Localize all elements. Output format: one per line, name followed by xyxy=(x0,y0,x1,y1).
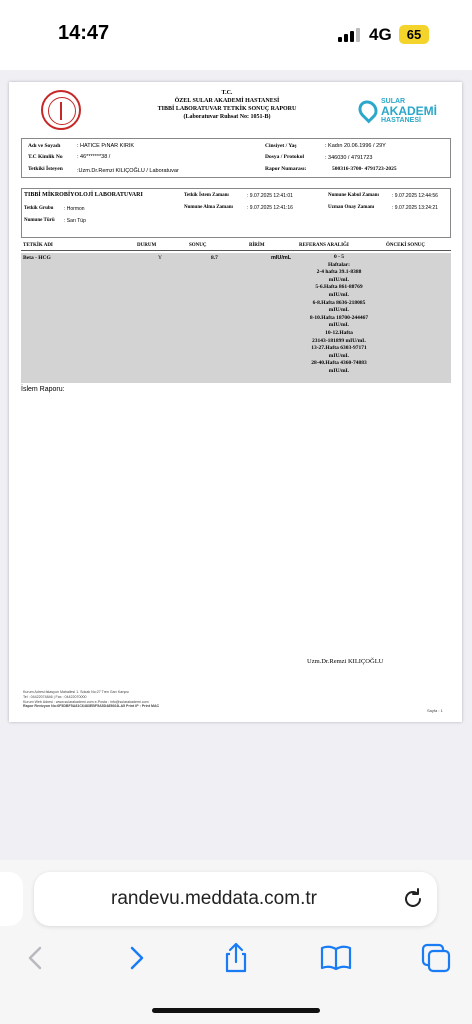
ref-line: mIU/mL xyxy=(328,352,350,359)
result-test-name: Beta - HCG xyxy=(23,255,51,261)
col-status: DURUM xyxy=(137,243,157,248)
signer-name: Uzm.Dr.Remzi KILIÇOĞLU xyxy=(307,658,384,665)
ref-line: 0 - 5 xyxy=(333,254,345,260)
share-icon[interactable] xyxy=(218,940,254,976)
footer-line: Rapor Revizyon No:6F5DBF5A81C6483EBF5A5D485664LA5 Print IP : Print MAC xyxy=(23,704,160,709)
col-previous: ÖNCEKİ SONUÇ xyxy=(386,243,426,248)
ref-line: 13-27.Hafta 6303-97171 xyxy=(311,345,367,352)
sample-time-label: Numune Alma Zamanı xyxy=(184,205,233,210)
hospital-logo xyxy=(359,98,439,122)
tc-number: : 46*******38 / xyxy=(77,154,111,160)
ref-line: 6-8.Hafta 8636-218085 xyxy=(312,299,366,306)
bookmarks-icon[interactable] xyxy=(318,940,354,976)
file-protocol: : 346030 / 4791723 xyxy=(325,155,373,161)
page-number: Sayfa : 1 xyxy=(427,708,443,713)
file-label: Dosya / Protokol xyxy=(265,154,305,160)
water-drop-icon xyxy=(355,97,382,124)
ref-line: 2-4 hafta 39.1-8388 xyxy=(316,269,362,276)
request-time: : 9.07.2025 12:41:01 xyxy=(247,193,293,199)
header-line: ÖZEL SULAR AKADEMİ HASTANESİ xyxy=(174,98,280,104)
accept-time: : 9.07.2025 12:44:56 xyxy=(392,193,438,199)
ref-line: mIU/mL xyxy=(328,276,350,283)
group-label: Tetkik Grubu xyxy=(24,206,54,211)
requester: :Uzm.Dr.Remzi KILIÇOĞLU / Laboratuvar xyxy=(77,168,179,174)
sample-type: : Sarı Tüp xyxy=(64,218,86,224)
sample-time: : 9.07.2025 12:41:16 xyxy=(247,205,293,211)
footer-line: Kurum Adresi:İstasyon Mahallesi 1. Sokak No:27 Tren Garı Karşısı xyxy=(23,690,130,694)
network-type: 4G xyxy=(369,25,392,44)
patient-info-box xyxy=(21,138,451,178)
ref-line: 8-10.Hafta 18700-244467 xyxy=(309,314,369,321)
patient-name: : HATICE PıNAR KIRIK xyxy=(77,143,135,149)
lab-info-box xyxy=(21,188,451,238)
ref-line: mIU/mL xyxy=(328,307,350,314)
result-unit: mIU/mL xyxy=(271,255,292,261)
divider xyxy=(21,250,451,251)
gender-age: : Kadın 20.06.1996 / 29Y xyxy=(325,143,386,149)
reload-icon[interactable] xyxy=(400,886,426,912)
ref-line: mIU/mL xyxy=(328,322,350,329)
tc-label: T.C Kimlik No xyxy=(28,154,63,160)
ref-line: mIU/mL xyxy=(328,367,350,374)
name-label: Adı ve Soyadı xyxy=(28,143,61,149)
forward-icon[interactable] xyxy=(118,940,154,976)
back-icon[interactable] xyxy=(18,940,54,976)
request-time-label: Tetkik İstem Zamanı xyxy=(184,193,229,198)
col-unit: BİRİM xyxy=(249,243,265,248)
approval-time: : 9.07.2025 13:24:21 xyxy=(392,205,438,211)
approval-time-label: Uzman Onay Zamanı xyxy=(328,205,375,210)
result-status: Y xyxy=(158,255,162,261)
sample-type-label: Numune Türü xyxy=(24,218,55,223)
report-no-label: Rapor Numarası: xyxy=(265,166,307,172)
reference-range xyxy=(291,254,387,376)
ref-line: 5-6.Hafta 861-88769 xyxy=(315,284,363,291)
status-time: 14:47 xyxy=(58,22,110,44)
header-line: T.C. xyxy=(221,90,233,96)
cellular-signal-icon xyxy=(338,28,362,42)
battery-icon xyxy=(399,25,429,44)
col-reference: REFERANS ARALIĞI xyxy=(299,243,349,248)
logo-line: AKADEMİ xyxy=(381,104,437,118)
header-line: TIBBİ LABORATUVAR TETKİK SONUÇ RAPORU xyxy=(157,106,297,112)
battery-level: 65 xyxy=(406,27,422,42)
col-result: SONUÇ xyxy=(189,243,207,248)
previous-tab-preview[interactable] xyxy=(0,872,23,926)
islem-raporu-label: İslem Raporu: xyxy=(21,386,65,393)
ref-line: 23143-181899 mIU/mL xyxy=(312,337,366,344)
home-indicator[interactable] xyxy=(152,1008,320,1013)
result-value: 8.7 xyxy=(211,255,218,261)
tabs-icon[interactable] xyxy=(418,940,454,976)
address-bar[interactable] xyxy=(34,872,437,926)
logo-line: SULAR xyxy=(381,98,406,105)
gender-label: Cinsiyet / Yaş xyxy=(265,143,297,149)
footer-line: Kurum Web Adresi : www.sularakademi.com e-Posta : info@sularakademi.com xyxy=(23,699,149,704)
ministry-seal-icon xyxy=(41,90,81,130)
lab-title: TIBBİ MİKROBİYOLOJİ LABORATUVARI xyxy=(24,192,143,198)
browser-toolbar xyxy=(0,860,472,1024)
col-test-name: TETKİK ADI xyxy=(23,243,53,248)
status-bar xyxy=(0,0,472,70)
ref-line: mIU/mL xyxy=(328,291,350,298)
report-number: 500316-3700- 4791723-2025 xyxy=(332,166,397,172)
requester-label: Tetkiki İsteyen xyxy=(28,166,63,172)
report-header xyxy=(129,89,325,121)
report-footer xyxy=(23,690,159,709)
ref-line: 10-12.Hafta xyxy=(325,329,353,336)
table-row xyxy=(21,253,451,383)
ref-line: 28-40.Hafta 4360-74883 xyxy=(311,360,367,367)
accept-time-label: Numune Kabul Zamanı xyxy=(328,193,379,198)
test-group: : Hormon xyxy=(64,206,85,212)
header-line: (Laboratuvar Ruhsat No: 1051-B) xyxy=(183,114,271,120)
ref-line: Haftalar: xyxy=(328,261,350,268)
url-text[interactable]: randevu.meddata.com.tr xyxy=(111,888,317,909)
logo-line: HASTANESİ xyxy=(381,117,421,124)
report-page xyxy=(9,82,462,722)
footer-line: Tel : 04422074846 | Fax : 04422070000 xyxy=(23,694,87,699)
